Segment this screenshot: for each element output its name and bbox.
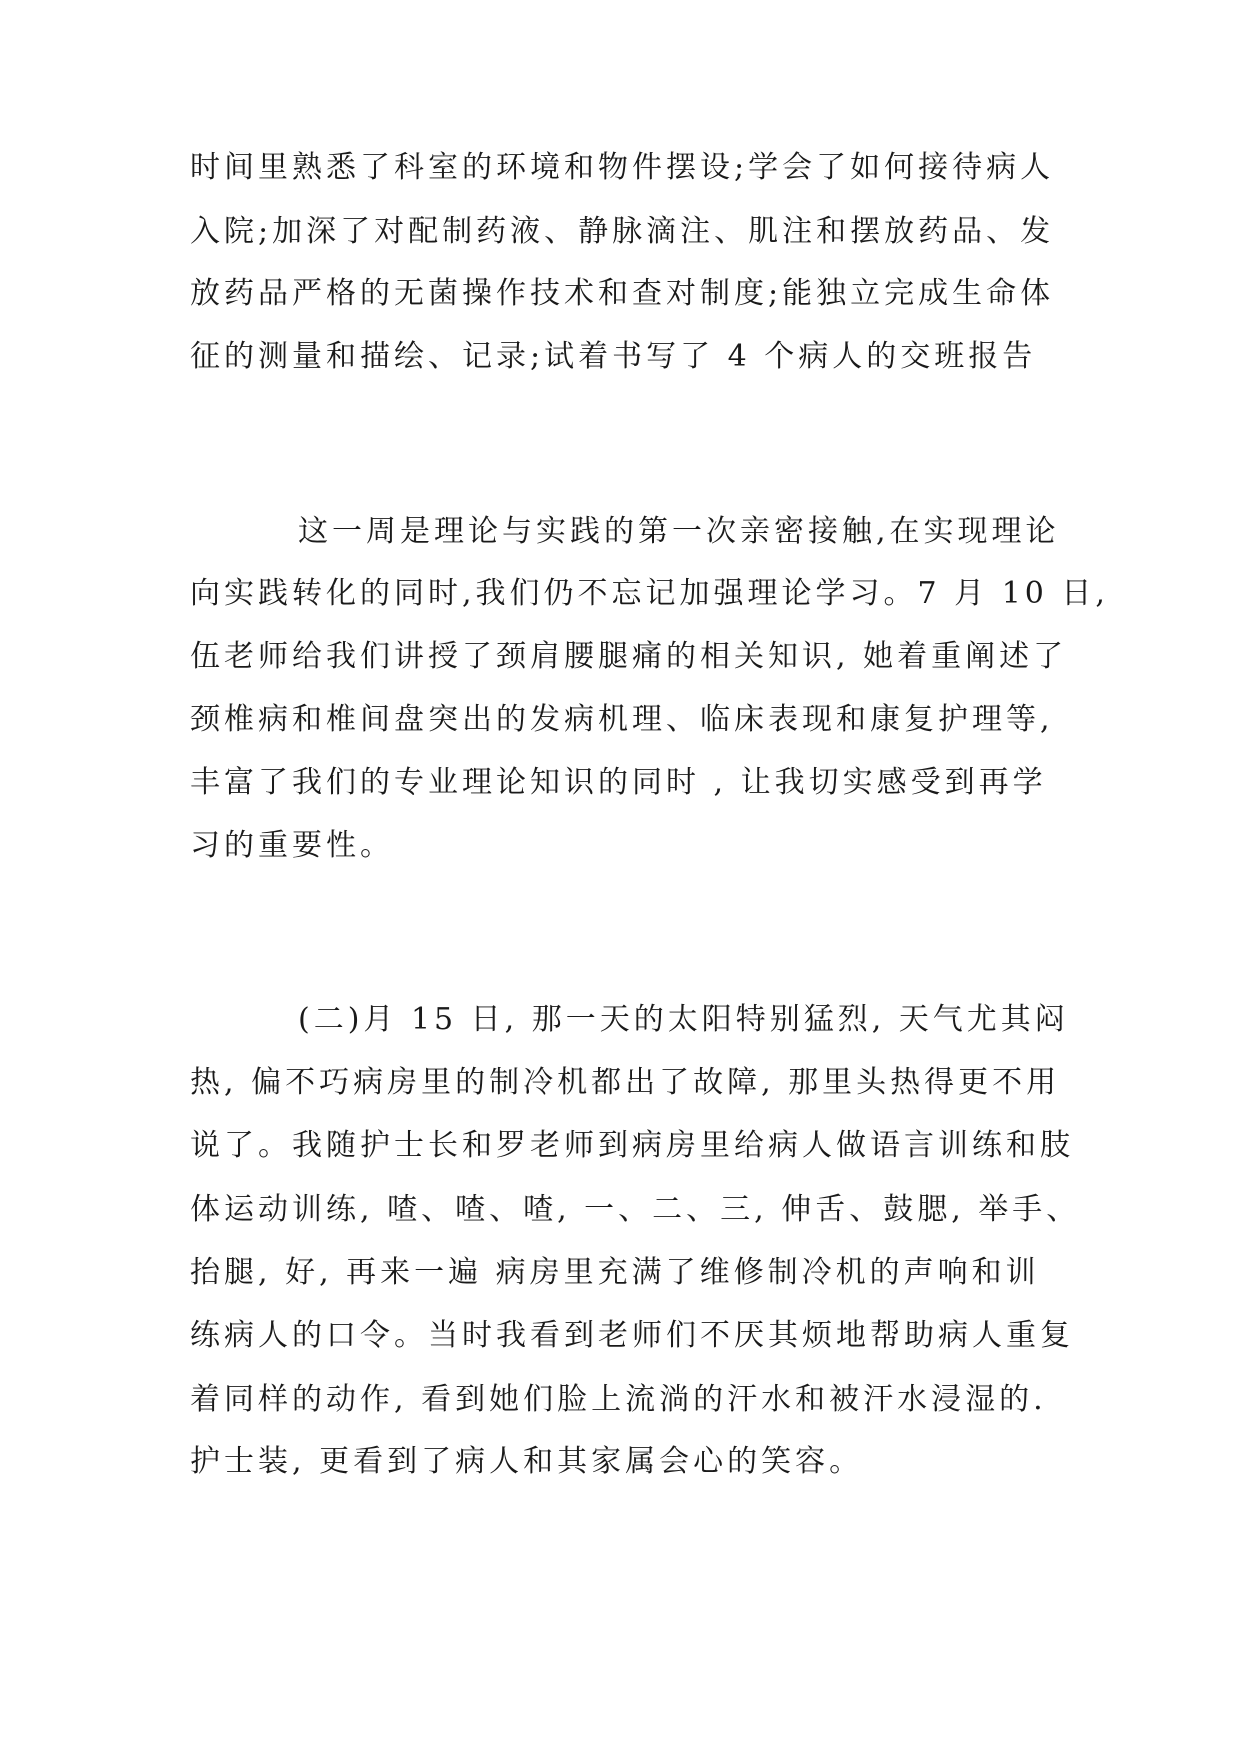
paragraph-line: 习的重要性。 xyxy=(190,828,394,863)
paragraph-line: 着同样的动作, 看到她们脸上流淌的汗水和被汗水浸湿的. xyxy=(190,1382,1047,1417)
paragraph-line: 征的测量和描绘、记录;试着书写了 4 个病人的交班报告 xyxy=(190,339,1037,374)
paragraph-line: 这一周是理论与实践的第一次亲密接触,在实现理论 xyxy=(298,514,1060,549)
paragraph-line: 丰富了我们的专业理论知识的同时 , 让我切实感受到再学 xyxy=(190,765,1047,800)
paragraph-line: 伍老师给我们讲授了颈肩腰腿痛的相关知识, 她着重阐述了 xyxy=(190,639,1068,674)
paragraph-line: (二)月 15 日, 那一天的太阳特别猛烈, 天气尤其闷 xyxy=(298,1002,1069,1037)
paragraph-line: 护士装, 更看到了病人和其家属会心的笑容。 xyxy=(190,1444,864,1479)
paragraph-line: 练病人的口令。当时我看到老师们不厌其烦地帮助病人重复 xyxy=(190,1318,1074,1353)
paragraph-line: 抬腿, 好, 再来一遍 病房里充满了维修制冷机的声响和训 xyxy=(190,1255,1040,1290)
paragraph-line: 时间里熟悉了科室的环境和物件摆设;学会了如何接待病人 xyxy=(190,150,1055,185)
paragraph-line: 热, 偏不巧病房里的制冷机都出了故障, 那里头热得更不用 xyxy=(190,1065,1061,1100)
paragraph-line: 说了。我随护士长和罗老师到病房里给病人做语言训练和肢 xyxy=(190,1128,1074,1163)
paragraph-line: 体运动训练, 喳、喳、喳, 一、二、三, 伸舌、鼓腮, 举手、 xyxy=(190,1192,1081,1227)
paragraph-line: 放药品严格的无菌操作技术和查对制度;能独立完成生命体 xyxy=(190,276,1055,311)
paragraph-line: 向实践转化的同时,我们仍不忘记加强理论学习。7 月 10 日, xyxy=(190,576,1109,611)
paragraph-line: 颈椎病和椎间盘突出的发病机理、临床表现和康复护理等, xyxy=(190,702,1054,737)
paragraph-line: 入院;加深了对配制药液、静脉滴注、肌注和摆放药品、发 xyxy=(190,214,1055,249)
